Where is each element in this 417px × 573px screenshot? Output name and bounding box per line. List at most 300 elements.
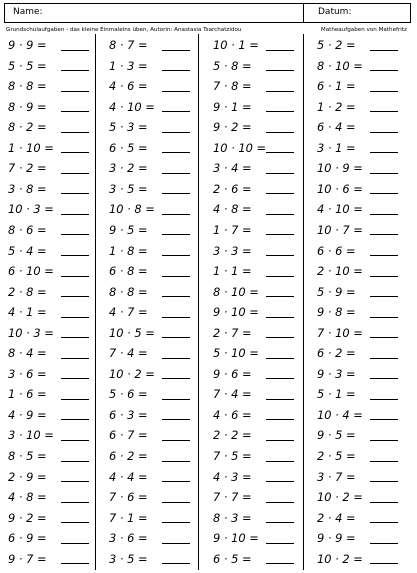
answer-blank[interactable]: [162, 534, 190, 544]
exercise-expression: 7 · 1 =: [109, 510, 148, 525]
answer-blank[interactable]: [370, 164, 398, 174]
exercise-item: [103, 221, 203, 239]
answer-blank[interactable]: [266, 123, 294, 133]
answer-blank[interactable]: [61, 410, 89, 420]
exercise-expression: 2 · 5 =: [317, 449, 356, 463]
answer-blank[interactable]: [370, 493, 398, 503]
answer-blank[interactable]: [370, 143, 398, 153]
exercise-expression: 10 · 2 =: [109, 366, 155, 381]
answer-blank[interactable]: [162, 164, 190, 174]
exercise-item: [2, 283, 102, 301]
exercise-item: [311, 200, 411, 218]
answer-blank[interactable]: [370, 205, 398, 215]
answer-blank[interactable]: [370, 225, 398, 235]
exercise-expression: 2 · 2 =: [213, 428, 252, 443]
exercise-expression: 4 · 4 =: [109, 469, 148, 484]
answer-blank[interactable]: [266, 431, 294, 441]
answer-blank[interactable]: [61, 164, 89, 174]
exercise-item: [207, 200, 307, 218]
answer-blank[interactable]: [370, 328, 398, 338]
answer-blank[interactable]: [61, 205, 89, 215]
exercise-expression: 9 · 2 =: [8, 510, 47, 525]
exercise-item: [311, 529, 411, 547]
exercise-item: [311, 488, 411, 506]
exercise-expression: 8 · 8 =: [109, 284, 148, 299]
exercise-item: [2, 447, 102, 465]
date-label: Datum:: [318, 7, 352, 17]
exercise-item: [103, 324, 203, 342]
exercise-expression: 1 · 3 =: [109, 58, 148, 73]
answer-blank[interactable]: [162, 41, 190, 51]
exercise-item: [2, 344, 102, 362]
exercise-item: [311, 159, 411, 177]
exercise-item: [311, 468, 411, 486]
answer-blank[interactable]: [370, 349, 398, 359]
credit-source: Matheaufgaben von Mathefritz: [320, 27, 407, 33]
answer-blank[interactable]: [162, 308, 190, 318]
answer-blank[interactable]: [266, 308, 294, 318]
answer-blank[interactable]: [370, 41, 398, 51]
exercise-expression: 3 · 8 =: [8, 181, 47, 196]
answer-blank[interactable]: [266, 328, 294, 338]
answer-blank[interactable]: [162, 328, 190, 338]
exercise-item: [2, 36, 102, 54]
exercise-item: [207, 488, 307, 506]
exercise-item: [207, 447, 307, 465]
answer-blank[interactable]: [61, 554, 89, 564]
exercise-expression: 1 · 7 =: [213, 222, 252, 237]
exercise-item: [2, 180, 102, 198]
exercise-item: [207, 324, 307, 342]
exercise-item: [2, 303, 102, 321]
answer-blank[interactable]: [162, 369, 190, 379]
exercise-expression: 7 · 7 =: [213, 490, 252, 505]
exercise-expression: 3 · 10 =: [8, 428, 54, 443]
exercise-expression: 3 · 5 =: [109, 181, 148, 196]
exercise-expression: 7 · 10 =: [317, 325, 363, 340]
exercise-item: [103, 385, 203, 403]
header-box: [4, 3, 411, 23]
answer-blank[interactable]: [162, 431, 190, 441]
exercise-expression: 10 · 2 =: [317, 490, 363, 505]
exercise-item: [103, 509, 203, 527]
answer-blank[interactable]: [370, 82, 398, 92]
answer-blank[interactable]: [266, 534, 294, 544]
exercise-expression: 2 · 8 =: [8, 284, 47, 299]
answer-blank[interactable]: [162, 410, 190, 420]
exercise-expression: 8 · 10 =: [213, 284, 259, 299]
exercise-item: [311, 303, 411, 321]
exercise-expression: 9 · 7 =: [8, 551, 47, 566]
exercise-item: [103, 262, 203, 280]
exercise-item: [2, 324, 102, 342]
answer-blank[interactable]: [162, 472, 190, 482]
exercise-item: [207, 139, 307, 157]
answer-blank[interactable]: [266, 472, 294, 482]
answer-blank[interactable]: [61, 102, 89, 112]
exercise-expression: 10 · 7 =: [317, 222, 363, 237]
answer-blank[interactable]: [61, 184, 89, 194]
exercise-item: [103, 36, 203, 54]
answer-blank[interactable]: [162, 143, 190, 153]
exercise-item: [2, 468, 102, 486]
exercise-expression: 10 · 4 =: [317, 407, 363, 422]
exercise-item: [2, 159, 102, 177]
answer-blank[interactable]: [162, 61, 190, 71]
answer-blank[interactable]: [61, 513, 89, 523]
answer-blank[interactable]: [266, 513, 294, 523]
exercise-item: [207, 303, 307, 321]
answer-blank[interactable]: [61, 82, 89, 92]
exercise-expression: 7 · 8 =: [213, 79, 252, 94]
exercise-item: [311, 57, 411, 75]
exercise-expression: 1 · 1 =: [213, 264, 252, 279]
exercise-item: [207, 57, 307, 75]
answer-blank[interactable]: [61, 287, 89, 297]
exercise-expression: 3 · 5 =: [109, 551, 148, 566]
exercise-expression: 3 · 3 =: [213, 243, 252, 258]
answer-blank[interactable]: [370, 308, 398, 318]
exercise-expression: 3 · 6 =: [8, 366, 47, 381]
exercise-expression: 10 · 5 =: [109, 325, 155, 340]
exercise-item: [2, 488, 102, 506]
exercise-item: [103, 118, 203, 136]
exercise-item: [207, 262, 307, 280]
exercise-item: [2, 57, 102, 75]
answer-blank[interactable]: [266, 267, 294, 277]
answer-blank[interactable]: [370, 513, 398, 523]
exercise-expression: 6 · 8 =: [109, 264, 148, 279]
exercise-expression: 9 · 6 =: [213, 366, 252, 381]
exercise-expression: 3 · 2 =: [109, 161, 148, 176]
exercise-item: [311, 324, 411, 342]
exercise-expression: 1 · 2 =: [317, 99, 356, 114]
answer-blank[interactable]: [61, 41, 89, 51]
answer-blank[interactable]: [162, 225, 190, 235]
answer-blank[interactable]: [162, 349, 190, 359]
exercise-item: [207, 118, 307, 136]
answer-blank[interactable]: [61, 123, 89, 133]
exercise-expression: 10 · 8 =: [109, 202, 155, 217]
exercise-item: [103, 180, 203, 198]
exercise-item: [103, 242, 203, 260]
exercise-item: [207, 468, 307, 486]
exercise-item: [2, 118, 102, 136]
answer-blank[interactable]: [162, 452, 190, 462]
answer-blank[interactable]: [266, 287, 294, 297]
exercise-expression: 6 · 5 =: [109, 140, 148, 155]
answer-blank[interactable]: [61, 349, 89, 359]
exercise-expression: 4 · 8 =: [213, 202, 252, 217]
exercise-expression: 9 · 5 =: [317, 428, 356, 443]
answer-blank[interactable]: [370, 472, 398, 482]
answer-blank[interactable]: [266, 61, 294, 71]
answer-blank[interactable]: [162, 82, 190, 92]
answer-blank[interactable]: [61, 328, 89, 338]
exercise-expression: 3 · 1 =: [317, 140, 356, 155]
exercise-item: [311, 406, 411, 424]
exercise-item: [207, 159, 307, 177]
exercise-item: [207, 77, 307, 95]
exercise-expression: 9 · 1 =: [213, 99, 252, 114]
exercise-expression: 9 · 10 =: [213, 531, 259, 546]
answer-blank[interactable]: [61, 225, 89, 235]
exercise-item: [311, 180, 411, 198]
answer-blank[interactable]: [266, 410, 294, 420]
exercise-expression: 7 · 2 =: [8, 161, 47, 176]
answer-blank[interactable]: [162, 205, 190, 215]
answer-blank[interactable]: [162, 493, 190, 503]
exercise-expression: 1 · 10 =: [8, 140, 54, 155]
exercise-expression: 4 · 7 =: [109, 305, 148, 320]
exercise-expression: 9 · 3 =: [317, 366, 356, 381]
answer-blank[interactable]: [370, 102, 398, 112]
answer-blank[interactable]: [266, 143, 294, 153]
answer-blank[interactable]: [61, 61, 89, 71]
answer-blank[interactable]: [370, 287, 398, 297]
exercise-item: [2, 139, 102, 157]
exercise-expression: 9 · 9 =: [317, 531, 356, 546]
answer-blank[interactable]: [266, 554, 294, 564]
exercise-item: [207, 509, 307, 527]
exercise-expression: 5 · 10 =: [213, 346, 259, 361]
answer-blank[interactable]: [370, 390, 398, 400]
exercise-item: [207, 283, 307, 301]
answer-blank[interactable]: [162, 267, 190, 277]
answer-blank[interactable]: [61, 493, 89, 503]
answer-blank[interactable]: [370, 534, 398, 544]
exercise-item: [207, 529, 307, 547]
answer-blank[interactable]: [266, 82, 294, 92]
answer-blank[interactable]: [61, 534, 89, 544]
exercise-expression: 8 · 10 =: [317, 58, 363, 73]
exercise-item: [207, 344, 307, 362]
answer-blank[interactable]: [266, 246, 294, 256]
exercise-item: [207, 385, 307, 403]
exercise-item: [103, 529, 203, 547]
exercise-item: [2, 550, 102, 568]
answer-blank[interactable]: [162, 287, 190, 297]
answer-blank[interactable]: [370, 267, 398, 277]
exercise-item: [207, 180, 307, 198]
answer-blank[interactable]: [370, 123, 398, 133]
exercise-expression: 2 · 6 =: [213, 181, 252, 196]
exercise-item: [311, 118, 411, 136]
exercise-expression: 7 · 4 =: [109, 346, 148, 361]
exercise-expression: 4 · 8 =: [8, 490, 47, 505]
exercise-item: [2, 242, 102, 260]
answer-blank[interactable]: [266, 349, 294, 359]
answer-blank[interactable]: [162, 184, 190, 194]
answer-blank[interactable]: [370, 452, 398, 462]
exercise-expression: 4 · 9 =: [8, 407, 47, 422]
answer-blank[interactable]: [162, 102, 190, 112]
exercise-item: [2, 365, 102, 383]
exercise-expression: 10 · 10 =: [213, 140, 267, 155]
answer-blank[interactable]: [266, 205, 294, 215]
exercise-expression: 5 · 6 =: [109, 387, 148, 402]
exercise-expression: 10 · 9 =: [317, 161, 363, 176]
answer-blank[interactable]: [61, 143, 89, 153]
header-divider: [303, 4, 304, 22]
exercise-item: [103, 447, 203, 465]
exercise-item: [103, 426, 203, 444]
exercise-item: [2, 98, 102, 116]
exercise-item: [311, 385, 411, 403]
exercise-expression: 8 · 9 =: [8, 99, 47, 114]
exercise-expression: 5 · 5 =: [8, 58, 47, 73]
exercise-expression: 4 · 6 =: [213, 407, 252, 422]
exercise-expression: 8 · 8 =: [8, 79, 47, 94]
exercise-item: [311, 426, 411, 444]
answer-blank[interactable]: [162, 513, 190, 523]
exercise-item: [2, 509, 102, 527]
exercise-expression: 8 · 4 =: [8, 346, 47, 361]
answer-blank[interactable]: [61, 308, 89, 318]
exercise-expression: 3 · 6 =: [109, 531, 148, 546]
exercise-expression: 8 · 3 =: [213, 510, 252, 525]
exercise-item: [311, 344, 411, 362]
exercise-expression: 2 · 7 =: [213, 325, 252, 340]
exercise-item: [2, 406, 102, 424]
answer-blank[interactable]: [162, 246, 190, 256]
exercise-item: [311, 283, 411, 301]
exercise-expression: 3 · 4 =: [213, 161, 252, 176]
exercise-item: [311, 550, 411, 568]
exercise-expression: 8 · 7 =: [109, 38, 148, 52]
exercise-expression: 9 · 8 =: [317, 305, 356, 320]
answer-blank[interactable]: [370, 61, 398, 71]
answer-blank[interactable]: [61, 452, 89, 462]
exercise-expression: 8 · 2 =: [8, 120, 47, 135]
exercise-item: [103, 550, 203, 568]
exercise-item: [2, 221, 102, 239]
exercise-expression: 5 · 8 =: [213, 58, 252, 73]
exercise-item: [103, 98, 203, 116]
exercise-expression: 10 · 6 =: [317, 181, 363, 196]
exercise-expression: 7 · 6 =: [109, 490, 148, 505]
exercise-sheet: [0, 34, 417, 570]
exercise-item: [103, 77, 203, 95]
exercise-item: [207, 406, 307, 424]
exercise-item: [207, 242, 307, 260]
answer-blank[interactable]: [266, 41, 294, 51]
exercise-expression: 1 · 6 =: [8, 387, 47, 402]
name-label: Name:: [13, 7, 43, 17]
exercise-item: [103, 468, 203, 486]
exercise-item: [311, 242, 411, 260]
exercise-expression: 10 · 3 =: [8, 325, 54, 340]
answer-blank[interactable]: [61, 472, 89, 482]
exercise-expression: 10 · 1 =: [213, 38, 259, 52]
exercise-item: [311, 447, 411, 465]
exercise-expression: 6 · 6 =: [317, 243, 356, 258]
exercise-expression: 1 · 8 =: [109, 243, 148, 258]
exercise-expression: 7 · 5 =: [213, 449, 252, 463]
exercise-item: [2, 262, 102, 280]
exercise-expression: 6 · 4 =: [317, 120, 356, 135]
exercise-expression: 6 · 1 =: [317, 79, 356, 94]
exercise-item: [103, 139, 203, 157]
exercise-item: [2, 77, 102, 95]
exercise-expression: 4 · 10 =: [109, 99, 155, 114]
answer-blank[interactable]: [162, 123, 190, 133]
exercise-item: [103, 344, 203, 362]
answer-blank[interactable]: [61, 390, 89, 400]
answer-blank[interactable]: [266, 390, 294, 400]
exercise-expression: 5 · 4 =: [8, 243, 47, 258]
exercise-expression: 6 · 10 =: [8, 264, 54, 279]
answer-blank[interactable]: [370, 431, 398, 441]
exercise-expression: 6 · 3 =: [109, 407, 148, 422]
answer-blank[interactable]: [266, 452, 294, 462]
exercise-item: [311, 221, 411, 239]
answer-blank[interactable]: [61, 246, 89, 256]
exercise-expression: 6 · 7 =: [109, 428, 148, 443]
exercise-item: [311, 262, 411, 280]
answer-blank[interactable]: [162, 390, 190, 400]
exercise-expression: 6 · 5 =: [213, 551, 252, 566]
exercise-expression: 4 · 1 =: [8, 305, 47, 320]
exercise-item: [207, 550, 307, 568]
exercise-expression: 9 · 5 =: [109, 222, 148, 237]
exercise-expression: 6 · 9 =: [8, 531, 47, 546]
exercise-item: [103, 159, 203, 177]
answer-blank[interactable]: [370, 184, 398, 194]
answer-blank[interactable]: [266, 369, 294, 379]
answer-blank[interactable]: [266, 184, 294, 194]
exercise-expression: 10 · 2 =: [317, 551, 363, 566]
exercise-item: [311, 98, 411, 116]
answer-blank[interactable]: [266, 102, 294, 112]
exercise-expression: 6 · 2 =: [317, 346, 356, 361]
answer-blank[interactable]: [61, 369, 89, 379]
exercise-item: [311, 139, 411, 157]
answer-blank[interactable]: [266, 493, 294, 503]
answer-blank[interactable]: [61, 267, 89, 277]
exercise-item: [311, 509, 411, 527]
exercise-expression: 7 · 4 =: [213, 387, 252, 402]
exercise-expression: 5 · 2 =: [317, 38, 356, 52]
answer-blank[interactable]: [370, 410, 398, 420]
exercise-expression: 5 · 9 =: [317, 284, 356, 299]
answer-blank[interactable]: [266, 164, 294, 174]
exercise-expression: 9 · 10 =: [213, 305, 259, 320]
exercise-item: [207, 365, 307, 383]
exercise-item: [207, 98, 307, 116]
exercise-expression: 10 · 3 =: [8, 202, 54, 217]
exercise-item: [311, 36, 411, 54]
exercise-item: [103, 283, 203, 301]
exercise-expression: 8 · 5 =: [8, 449, 47, 463]
answer-blank[interactable]: [370, 369, 398, 379]
exercise-item: [311, 77, 411, 95]
answer-blank[interactable]: [370, 246, 398, 256]
exercise-expression: 2 · 10 =: [317, 264, 363, 279]
answer-blank[interactable]: [370, 554, 398, 564]
exercise-expression: 9 · 2 =: [213, 120, 252, 135]
exercise-expression: 6 · 2 =: [109, 449, 148, 463]
exercise-item: [207, 36, 307, 54]
answer-blank[interactable]: [162, 554, 190, 564]
exercise-expression: 3 · 7 =: [317, 469, 356, 484]
answer-blank[interactable]: [61, 431, 89, 441]
exercise-item: [103, 365, 203, 383]
exercise-item: [207, 426, 307, 444]
exercise-item: [2, 426, 102, 444]
exercise-expression: 4 · 6 =: [109, 79, 148, 94]
answer-blank[interactable]: [266, 225, 294, 235]
